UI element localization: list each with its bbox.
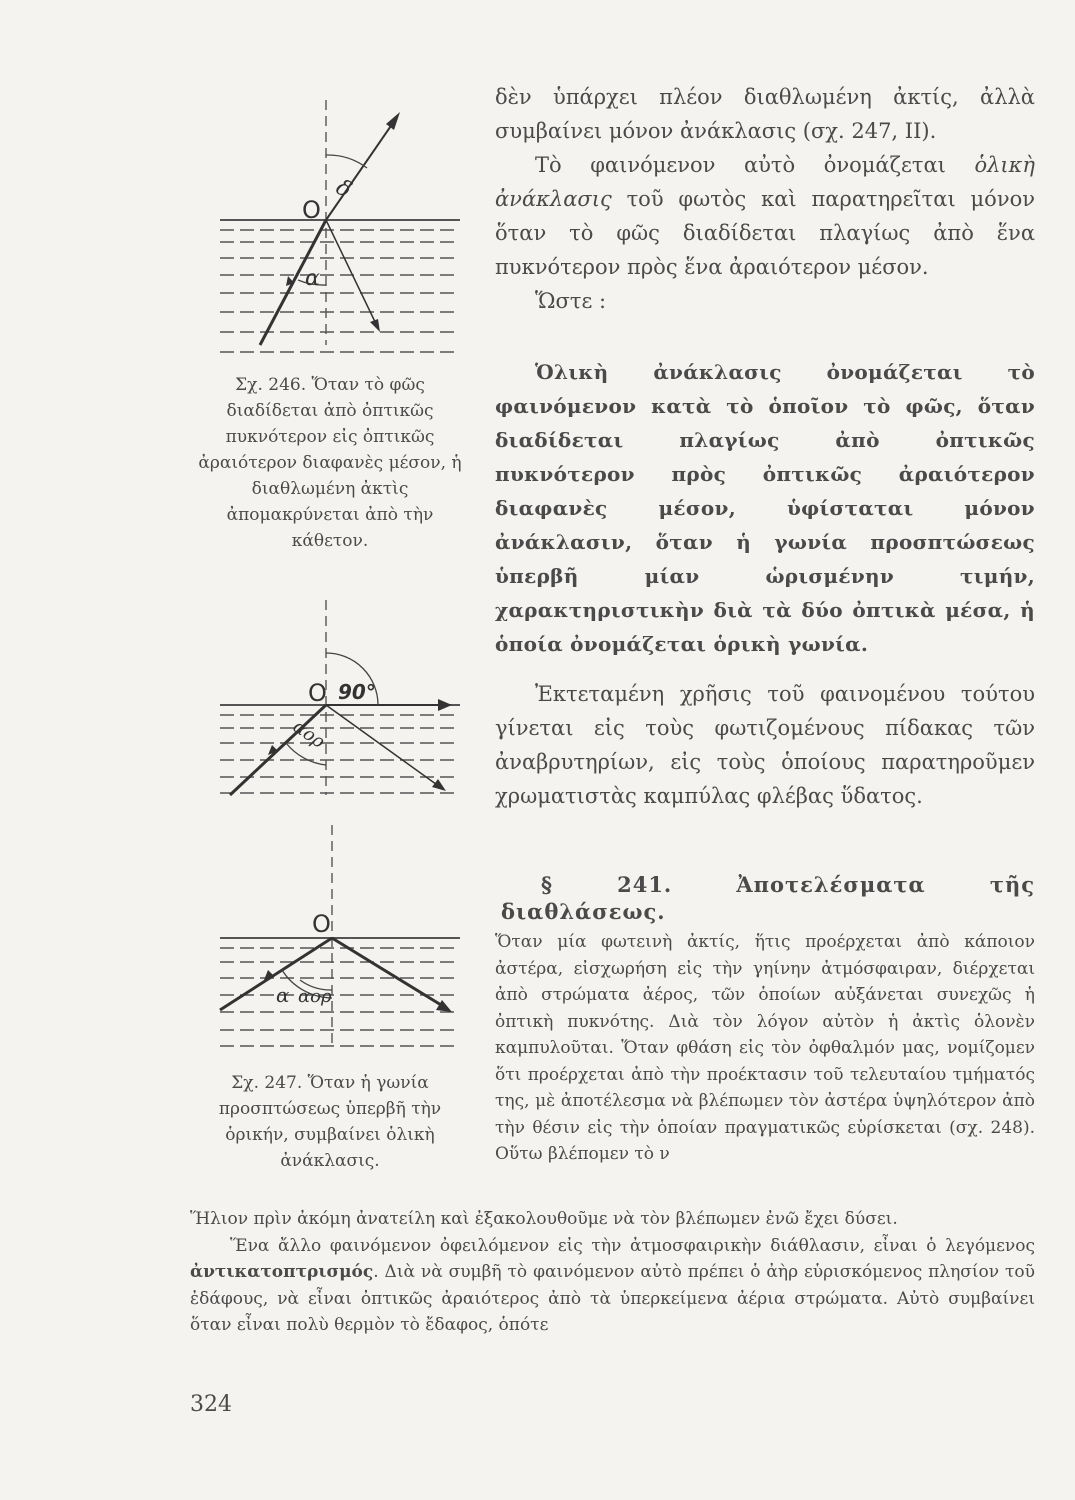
fig247a-angle-alpha-op: αορ [288, 716, 329, 753]
line-sun: Ἥλιον πρὶν ἀκόμη ἀνατείλη καὶ ἐξακολουθοῦμε νὰ τὸν βλέπωμεν ἐνῶ ἔχει δύσει. [190, 1209, 898, 1229]
definition-total-reflection: Ὁλικὴ ἀνάκλασις ὀνομάζεται τὸ φαινόμενον κατὰ τὸ ὁποῖον τὸ φῶς, ὅταν διαδίδεται πλαγίως ἀπὸ ὀπτικῶς πυκνότερον πρὸς ὀπτικῶς ἀραιότερον διαφανὲς μέσον, ὑφίσταται μόνον ἀνάκλασιν, ὅταν ἡ γωνία προσπτώσεως ὑπερβῆ μίαν ὡρισμένην τιμήν, χαρακτηριστικὴν διὰ τὰ δύο ὀπτικὰ μέσα, ἡ ὁποία ὀνομάζεται ὁρικὴ γωνία. [495, 360, 1035, 656]
mirage-text-a: Ἕνα ἄλλο φαινόμενον ὀφειλόμενον εἰς τὴν ἀτμοσφαιρικὴν διάθλασιν, εἶναι ὁ λεγόμενος [230, 1235, 1035, 1256]
paragraph-continuation: δὲν ὑπάρχει πλέον διαθλωμένη ἀκτίς, ἀλλὰ συμβαίνει μόνον ἀνάκλασις (σχ. 247, ΙΙ). [495, 85, 1035, 143]
fig246-angle-alpha: α [305, 266, 320, 291]
section-heading: § 241. Ἀποτελέσματα τῆς διαθλάσεως. [501, 872, 1035, 924]
fig246-point-label: O [302, 196, 321, 224]
term-mirage: ἀντικατοπτρισμός [190, 1262, 374, 1282]
right-column [495, 80, 1035, 318]
section-241 [495, 872, 1035, 1168]
figure-246 [190, 90, 480, 360]
term-total-reflection: ὁλικὴ ἀνάκλασις [495, 153, 1035, 211]
fig247a-angle-90: 90° [338, 680, 376, 704]
definition-block [495, 355, 1035, 661]
figure-247-ii [190, 820, 480, 1060]
figure-247-i [190, 595, 480, 810]
fig247a-point-label: O [308, 679, 327, 707]
figure-247-caption: Σχ. 247. Ὅταν ἡ γωνία προσπτώσεως ὑπερβῆ τὴν ὁρικήν, συμβαίνει ὁλικὴ ἀνάκλασις. [218, 1073, 442, 1171]
paragraph-refraction-effects: Ὅταν μία φωτεινὴ ἀκτίς, ἥτις προέρχεται ἀπὸ κάποιον ἀστέρα, εἰσχωρήση εἰς τὴν γηίνην ἀτμόσφαιραν, διέρχεται ἀπὸ στρώματα ἀέρος, τῶν ὁποίων αὐξάνεται συνεχῶς ἡ ὀπτικὴ πυκνότης. Διὰ τὸν λόγον αὐτὸν ἡ ἀκτὶς ὁλονὲν καμπυλοῦται. Ὅταν φθάση εἰς τὸν ὀφθαλμόν μας, νομίζομεν ὅτι προέρχεται ἀπὸ τὴν προέκτασιν τοῦ τελευταίου τμήματός της, μὲ ἀποτέλεσμα νὰ βλέπωμεν τὸν ἀστέρα ὑψηλότερον ἀπὸ τὴν θέσιν εἰς τὴν ὁποίαν πραγματικῶς εὑρίσκεται (σχ. 248). Οὕτω βλέπομεν τὸ ν [495, 932, 1035, 1164]
p2-text-a: Τὸ φαινόμενον αὐτὸ ὀνομάζεται [535, 153, 975, 177]
paragraph-fountains: Ἐκτεταμένη χρῆσις τοῦ φαινομένου τούτου γίνεται εἰς τοὺς φωτιζομένους πίδακας τῶν ἀναβρυτηρίων, εἰς τοὺς ὁποίους παρατηροῦμεν χρωματιστὰς καμπύλας φλέβας ὕδατος. [495, 682, 1035, 808]
paragraph-mirage [190, 1233, 1035, 1339]
fountains-block [495, 677, 1035, 813]
p2-text-b: τοῦ φωτὸς καὶ παρατηρεῖται μόνον ὅταν τὸ φῶς διαδίδεται πλαγίως ἀπὸ ἕνα πυκνότερον πρὸς ἕνα ἀραιότερον μέσον. [495, 187, 1035, 279]
figure-246-caption: Σχ. 246. Ὅταν τὸ φῶς διαδίδεται ἀπὸ ὀπτικῶς πυκνότερον εἰς ὀπτικῶς ἀραιότερον διαφανὲς μέσον, ἡ διαθλωμένη ἀκτὶς ἀπομακρύνεται ἀπὸ τὴν κάθετον. [198, 375, 462, 551]
full-width-text [190, 1206, 1035, 1339]
fig246-angle-delta: δ [331, 175, 356, 204]
paragraph-therefore: Ὥστε : [535, 289, 607, 313]
fig247b-point-label: O [312, 910, 331, 938]
fig247b-angle-alpha-op: αορ [298, 986, 332, 1007]
paragraph-total-reflection [495, 148, 1035, 284]
page-number: 324 [190, 1392, 232, 1417]
fig247b-angle-alpha: α [276, 983, 290, 1007]
mirage-text-b: . Διὰ νὰ συμβῆ τὸ φαινόμενον αὐτὸ πρέπει ὁ ἀὴρ εὑρισκόμενος πλησίον τοῦ ἐδάφους, νὰ εἶναι ὀπτικῶς ἀραιότερος ἀπὸ τὰ ὑπερκείμενα ἀέρια στρώματα. Αὐτὸ συμβαίνει ὅταν εἶναι πολὺ θερμὸν τὸ ἔδαφος, ὁπότε [190, 1262, 1035, 1335]
section-heading-line [495, 872, 1035, 927]
